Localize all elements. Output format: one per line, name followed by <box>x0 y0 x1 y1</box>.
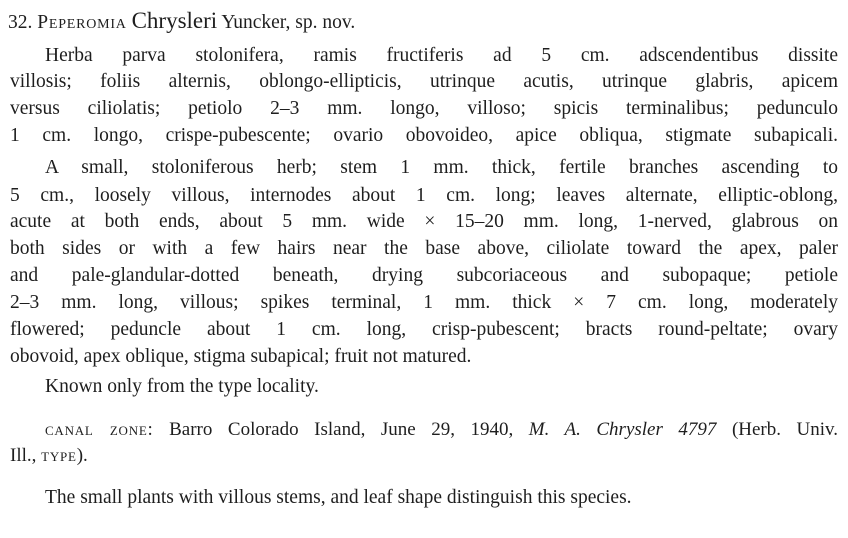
english-line-1: A small, stoloniferous herb; stem 1 mm. thick, fertile branches ascending to <box>45 157 838 178</box>
english-line-7: flowered; peduncle about 1 cm. long, crisp-pubescent; bracts round-peltate; ovary <box>10 319 838 340</box>
distribution-text: Known only from the type locality. <box>45 376 319 397</box>
english-line-6: 2–3 mm. long, villous; spikes terminal, 1 mm. thick × 7 cm. long, moderately <box>10 292 838 313</box>
specimen-citation-line-2 <box>10 444 88 468</box>
english-line-2: 5 cm., loosely villous, internodes about 1 cm. long; leaves alternate, elliptic-oblong, <box>10 185 838 206</box>
english-line-4: both sides or with a few hairs near the base above, ciliolate toward the apex, paler <box>10 238 838 259</box>
species-number: 32. <box>8 12 33 33</box>
genus-name: Peperomia <box>37 12 127 33</box>
english-line-3: acute at both ends, about 5 mm. wide × 15–20 mm. long, 1-nerved, glabrous on <box>10 211 838 232</box>
specimen-type-label: type <box>41 445 77 466</box>
latin-line-4: 1 cm. longo, crispe-pubescente; ovario obovoideo, apice obliqua, stigmate subapicali. <box>10 125 838 146</box>
specimen-collector: M. A. Chrysler 4797 <box>528 419 717 440</box>
english-line-5: and pale-glandular-dotted beneath, drying subcoriaceous and subopaque; petiole <box>10 265 838 286</box>
specimen-herbarium-close: Ill., <box>10 445 37 466</box>
specimen-herbarium-open: (Herb. Univ. <box>731 419 839 440</box>
specimen-locality: Barro Colorado Island, June 29, 1940, <box>169 419 514 440</box>
specimen-region: canal zone: <box>45 419 154 440</box>
latin-line-2: villosis; foliis alternis, oblongo-ellipticis, utrinque acutis, utrinque glabris, apicem <box>10 71 838 92</box>
specimen-citation-line-1 <box>45 418 838 442</box>
specimen-herbarium-end: ). <box>76 445 88 466</box>
diagnostic-note: The small plants with villous stems, and leaf shape distinguish this species. <box>45 487 632 508</box>
species-author: Yuncker, sp. nov. <box>221 12 356 33</box>
english-line-8: obovoid, apex oblique, stigma subapical; fruit not matured. <box>10 346 472 367</box>
latin-line-3: versus ciliolatis; petiolo 2–3 mm. longo, villoso; spicis terminalibus; pedunculo <box>10 98 838 119</box>
latin-line-1: Herba parva stolonifera, ramis fructiferis ad 5 cm. adscendentibus dissite <box>45 45 838 66</box>
species-epithet: Chrysleri <box>131 8 218 33</box>
species-heading <box>8 9 355 35</box>
